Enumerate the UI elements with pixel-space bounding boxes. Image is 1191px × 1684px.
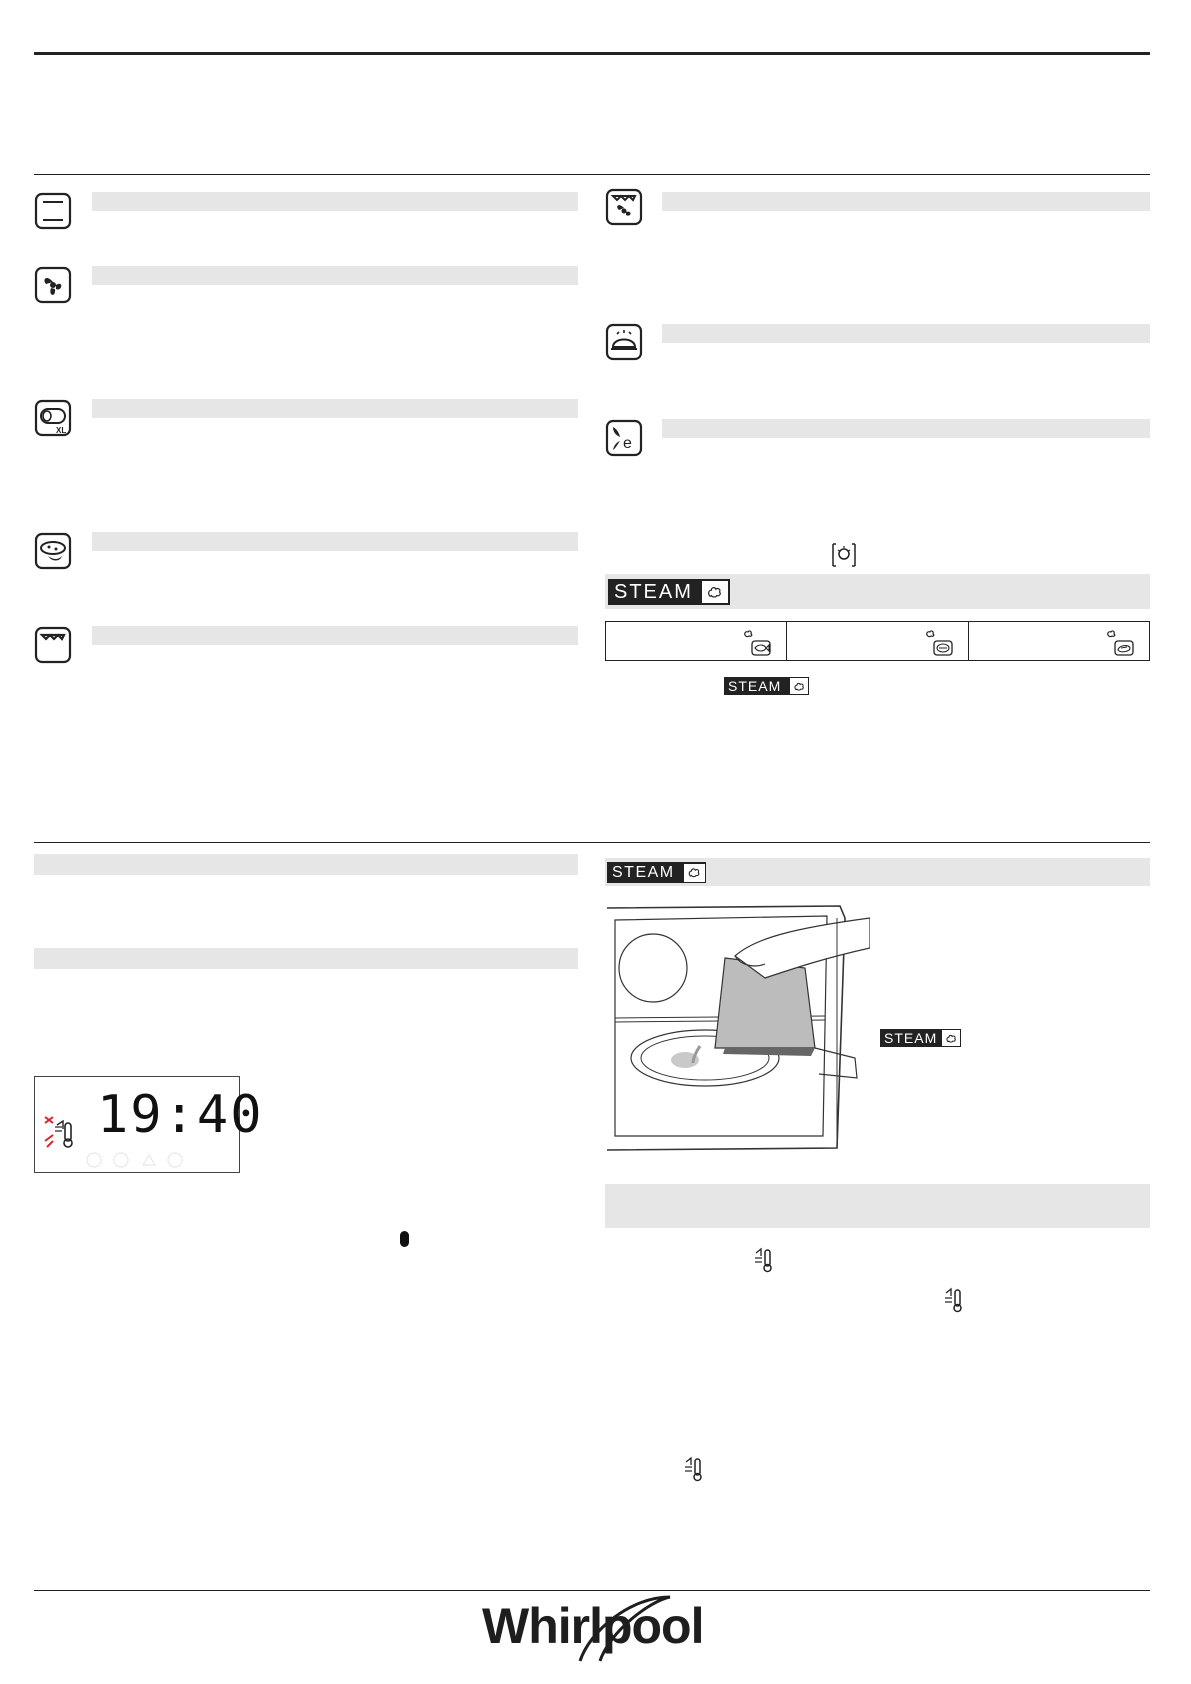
oven-display-illustration <box>34 1076 264 1173</box>
steam-label: STEAM <box>614 580 693 603</box>
fast-preheat-icon <box>754 1246 778 1274</box>
function-header-bar <box>92 192 578 211</box>
section-header-bar <box>605 1184 1150 1228</box>
steam-badge-large <box>608 579 730 605</box>
steam-puff-icon <box>942 1030 960 1046</box>
function-header-bar <box>662 419 1150 438</box>
steam-label: STEAM <box>884 1030 938 1046</box>
maxi-cooking-xl-icon <box>34 399 72 437</box>
display-time: 19:40 <box>97 1085 264 1145</box>
steam-vegetables-icon <box>924 627 954 657</box>
top-rule <box>34 52 1150 55</box>
whirlpool-logo <box>482 1597 704 1655</box>
convection-bake-icon <box>34 266 72 304</box>
steam-badge-medium <box>607 862 706 883</box>
section-header-bar <box>34 948 578 969</box>
eco-forced-air-icon <box>605 419 643 457</box>
function-header-bar <box>92 626 578 645</box>
oven-light-icon <box>831 542 857 568</box>
steam-mode-cell-fish <box>606 622 787 660</box>
logo-swoosh <box>570 1591 680 1671</box>
steam-badge-small <box>880 1029 961 1047</box>
steam-label: STEAM <box>728 678 782 694</box>
function-header-bar <box>92 532 578 551</box>
water-droplet-icon <box>400 1231 409 1247</box>
steam-mode-cell-meat <box>969 622 1149 660</box>
steam-mode-cell-vegetables <box>787 622 968 660</box>
steam-puff-icon <box>684 864 705 882</box>
faded-status-icons <box>85 1151 195 1169</box>
brand-name: Whirlpool <box>482 1598 704 1654</box>
steam-label: STEAM <box>612 863 675 881</box>
steam-puff-icon <box>702 581 728 603</box>
svg-text:XL: XL <box>56 426 67 435</box>
function-header-bar <box>662 192 1150 211</box>
water-filling-illustration <box>605 898 870 1158</box>
steam-mode-table <box>605 621 1150 661</box>
svg-text:e: e <box>623 435 632 452</box>
grill-icon <box>34 626 72 664</box>
turbo-grill-icon <box>605 188 643 226</box>
function-header-bar <box>92 399 578 418</box>
keep-warm-icon <box>605 323 643 361</box>
steam-meat-icon <box>1105 627 1135 657</box>
function-header-bar <box>92 266 578 285</box>
pizza-icon <box>34 532 72 570</box>
conventional-icon <box>34 192 72 230</box>
steam-puff-icon <box>790 678 808 694</box>
fast-preheat-icon <box>43 1111 83 1151</box>
function-header-bar <box>662 324 1150 343</box>
section-header-bar <box>34 854 578 875</box>
steam-badge-small <box>724 677 809 695</box>
section-divider-1 <box>34 174 1150 175</box>
steam-fish-icon <box>742 627 772 657</box>
fast-preheat-icon <box>684 1455 708 1483</box>
fast-preheat-icon <box>944 1286 968 1314</box>
section-divider-2 <box>34 842 1150 843</box>
